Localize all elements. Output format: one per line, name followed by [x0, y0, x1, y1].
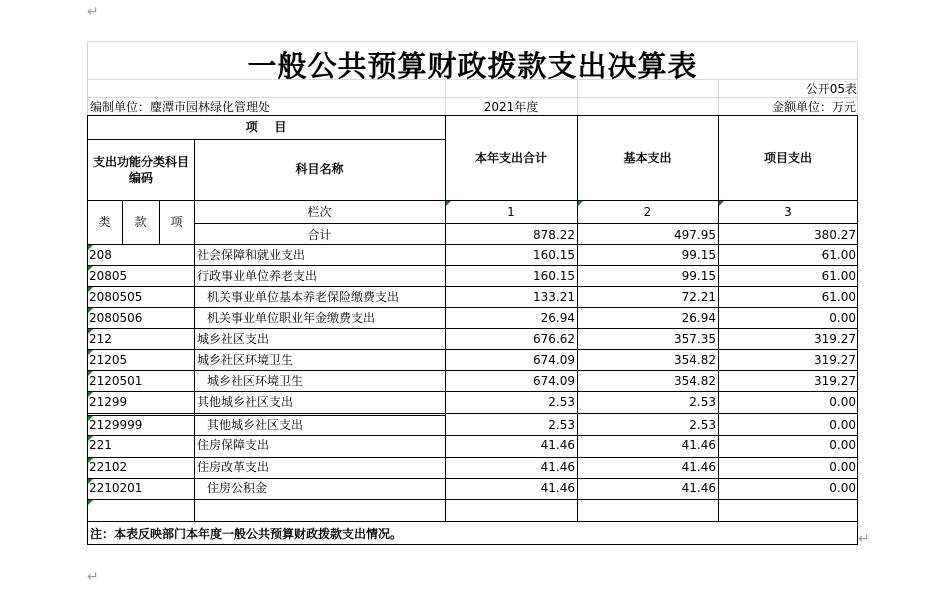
row-project: 61.00 [821, 269, 856, 283]
row-year-total: 674.09 [533, 353, 575, 367]
row-year-total: 676.62 [533, 332, 575, 346]
total-basic: 497.95 [674, 228, 716, 242]
header-col-1: 1 [507, 205, 515, 219]
row-year-total: 41.46 [540, 481, 575, 495]
row-project: 61.00 [821, 290, 856, 304]
row-code: 208 [89, 248, 112, 262]
row-subject-name: 住房改革支出 [197, 460, 270, 474]
row-subject-name: 城乡社区支出 [197, 332, 270, 346]
row-code: 2080505 [89, 290, 143, 304]
row-subject-name: 社会保障和就业支出 [197, 248, 306, 262]
row-basic: 41.46 [681, 481, 716, 495]
row-code: 22102 [89, 460, 128, 474]
row-project: 319.27 [814, 332, 856, 346]
row-subject-name: 住房公积金 [207, 481, 268, 495]
amount-unit: 金额单位：万元 [771, 100, 856, 114]
header-project: 项目支出 [763, 151, 812, 165]
header-subject-name: 科目名称 [295, 162, 344, 176]
row-subject-name: 机关事业单位职业年金缴费支出 [207, 311, 376, 325]
header-year-total: 本年支出合计 [474, 151, 547, 165]
row-code: 212 [89, 332, 112, 346]
row-subject-name: 城乡社区环境卫生 [207, 374, 304, 388]
total-project: 380.27 [814, 228, 856, 242]
row-year-total: 41.46 [540, 438, 575, 452]
row-basic: 26.94 [681, 311, 716, 325]
row-code: 221 [89, 438, 112, 452]
row-code: 21299 [89, 395, 128, 409]
header-col-2: 2 [643, 205, 652, 219]
row-project: 0.00 [829, 395, 856, 409]
row-project: 0.00 [829, 311, 856, 325]
row-year-total: 133.21 [533, 290, 575, 304]
return-mark-right: ↵ [858, 531, 870, 547]
row-code: 2129999 [89, 418, 143, 432]
row-basic: 72.21 [681, 290, 716, 304]
row-year-total: 41.46 [540, 460, 575, 474]
row-subject-name: 住房保障支出 [197, 438, 270, 452]
row-project: 0.00 [829, 460, 856, 474]
page-title: 一般公共预算财政拨款支出决算表 [247, 49, 698, 83]
row-code: 20805 [89, 269, 128, 283]
header-lei: 类 [98, 215, 111, 229]
header-basic: 基本支出 [623, 151, 672, 165]
row-code: 2120501 [89, 374, 143, 388]
row-project: 0.00 [829, 418, 856, 432]
row-code: 2080506 [89, 311, 143, 325]
total-label: 合计 [307, 228, 332, 242]
row-basic: 99.15 [681, 248, 716, 262]
header-kuan: 款 [134, 215, 147, 229]
row-year-total: 2.53 [548, 418, 575, 432]
header-xiang: 项 [170, 215, 183, 229]
row-basic: 41.46 [681, 460, 716, 474]
total-year: 878.22 [533, 228, 575, 242]
row-basic: 2.53 [689, 418, 716, 432]
compiling-unit-label: 编制单位： [90, 100, 151, 114]
row-basic: 2.53 [689, 395, 716, 409]
row-year-total: 160.15 [533, 269, 575, 283]
return-mark-bottom: ↵ [87, 569, 99, 585]
compiling-unit-name: 麈潭市园林绿化管理处 [150, 100, 271, 114]
row-subject-name: 机关事业单位基本养老保险缴费支出 [207, 290, 400, 304]
row-project: 0.00 [829, 438, 856, 452]
row-subject-name: 其他城乡社区支出 [197, 395, 294, 409]
table-note: 注：本表反映部门本年度一般公共预算财政拨款支出情况。 [90, 527, 403, 541]
row-project: 61.00 [821, 248, 856, 262]
header-column-index: 栏次 [307, 205, 332, 219]
header-code: 支出功能分类科目编码 [92, 155, 189, 185]
row-basic: 354.82 [674, 374, 716, 388]
row-basic: 357.35 [674, 332, 716, 346]
row-code: 2210201 [89, 481, 143, 495]
row-subject-name: 其他城乡社区支出 [207, 418, 304, 432]
row-year-total: 674.09 [533, 374, 575, 388]
header-item: 项 目 [245, 120, 287, 134]
return-mark-top: ↵ [87, 4, 99, 20]
table-number: 公开05表 [805, 82, 857, 96]
row-basic: 354.82 [674, 353, 716, 367]
row-project: 0.00 [829, 481, 856, 495]
row-subject-name: 城乡社区环境卫生 [197, 353, 294, 367]
header-col-3: 3 [784, 205, 792, 219]
fiscal-year: 2021年度 [483, 100, 539, 114]
budget-table-sheet [87, 41, 858, 545]
row-project: 319.27 [814, 353, 856, 367]
row-year-total: 2.53 [548, 395, 575, 409]
row-subject-name: 行政事业单位养老支出 [197, 269, 318, 283]
row-project: 319.27 [814, 374, 856, 388]
row-year-total: 26.94 [540, 311, 575, 325]
row-basic: 99.15 [681, 269, 716, 283]
row-basic: 41.46 [681, 438, 716, 452]
row-year-total: 160.15 [533, 248, 575, 262]
row-code: 21205 [89, 353, 128, 367]
